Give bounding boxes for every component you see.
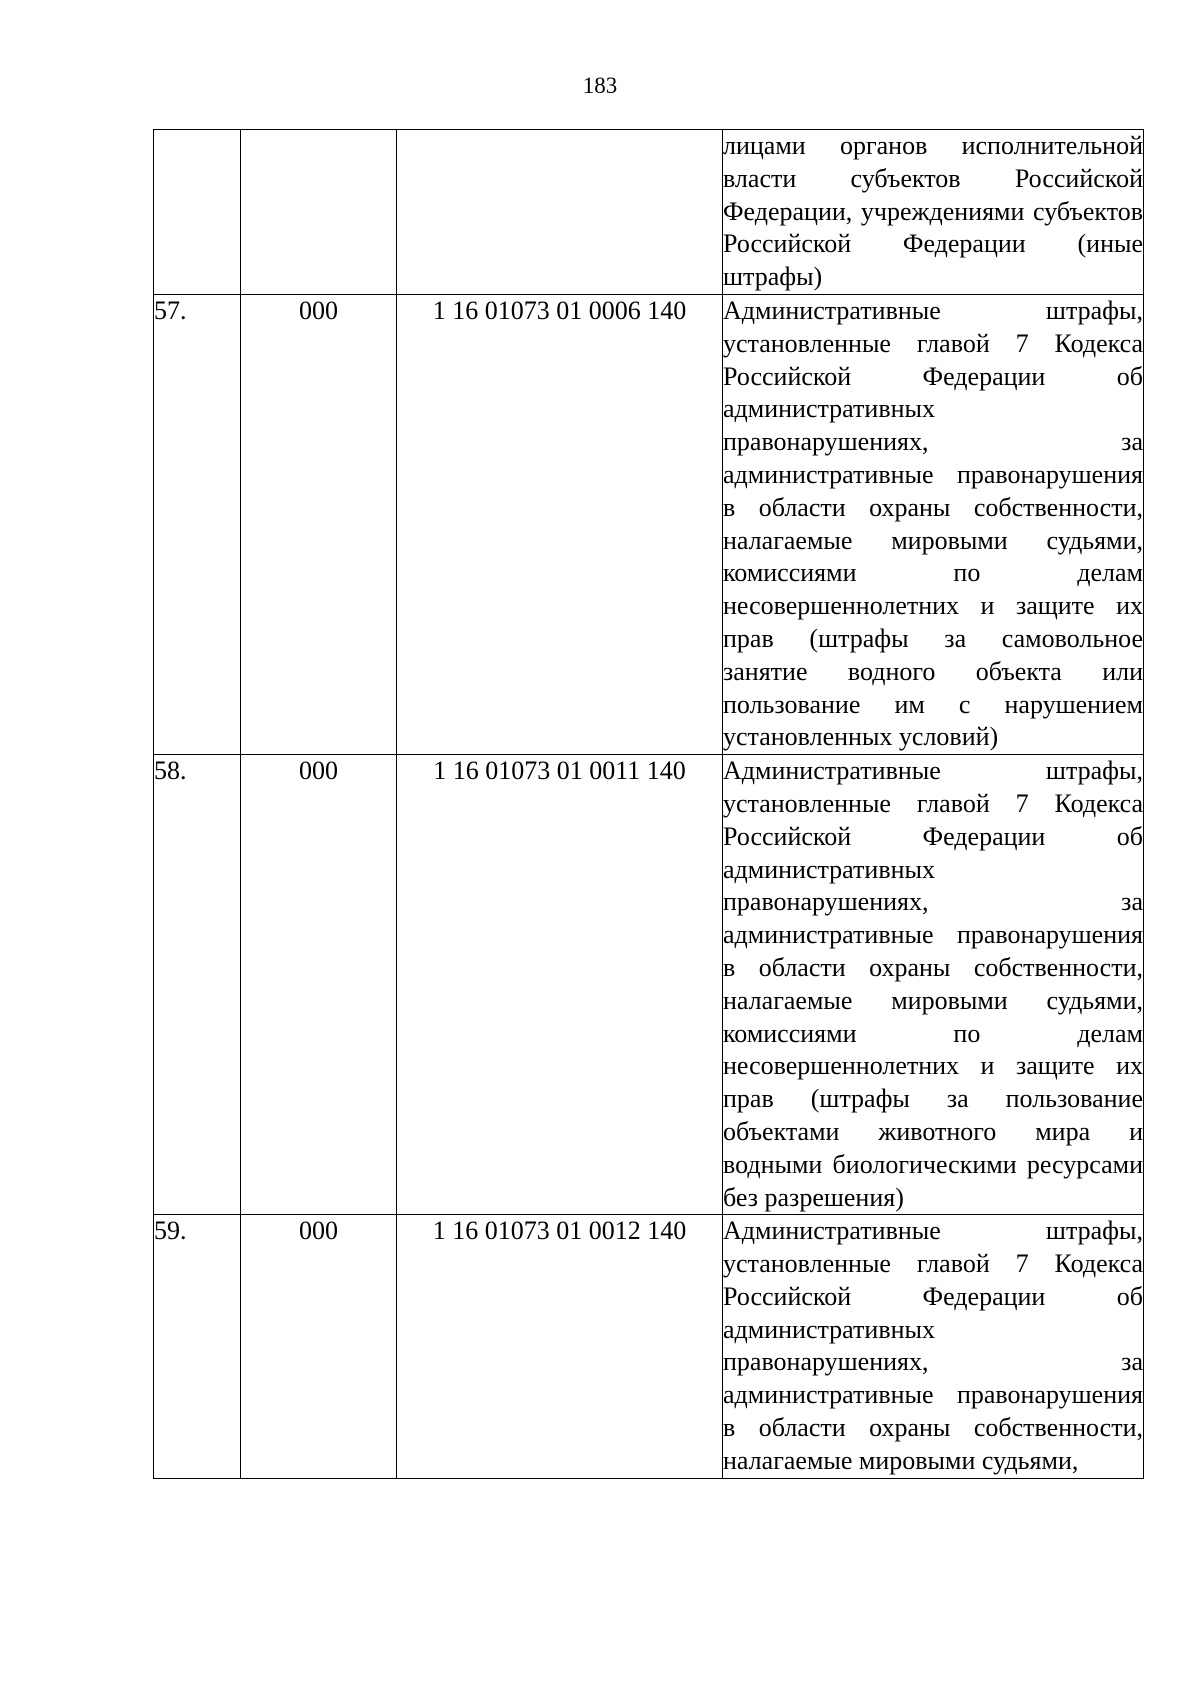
- budget-codes-table: [153, 129, 1144, 1479]
- kbk-code: [397, 130, 723, 295]
- description-text: Административные штрафы, установленные главой 7 Кодекса Российской Федерации об административных правонарушениях, за административные правонарушения в области охраны собственности, налагаемые мировыми судьями, комиссиями по делам несовершеннолетних и защите их прав (штрафы за пользование объектами животного мира и водными биологическими ресурсами без разрешения): [723, 756, 1143, 1212]
- admin-code: 000: [241, 294, 397, 754]
- kbk-code: 1 16 01073 01 0011 140: [397, 755, 723, 1215]
- kbk-code: 1 16 01073 01 0012 140: [397, 1215, 723, 1478]
- description-text: Административные штрафы, установленные главой 7 Кодекса Российской Федерации об административных правонарушениях, за административные правонарушения в области охраны собственности, налагаемые мировыми судьями,: [723, 1216, 1143, 1475]
- description-cell: [723, 1215, 1144, 1478]
- description-text: лицами органов исполнительной власти субъектов Российской Федерации, учреждениями субъектов Российской Федерации (иные штрафы): [723, 131, 1143, 292]
- row-number: [154, 130, 241, 295]
- row-number: 59.: [154, 1215, 241, 1478]
- table-row: [154, 130, 1144, 295]
- description-text: Административные штрафы, установленные главой 7 Кодекса Российской Федерации об административных правонарушениях, за административные правонарушения в области охраны собственности, налагаемые мировыми судьями, комиссиями по делам несовершеннолетних и защите их прав (штрафы за самовольное занятие водного объекта или пользование им с нарушением установленных условий): [723, 295, 1143, 752]
- page-number: 183: [582, 73, 618, 98]
- description-cell: [723, 755, 1144, 1215]
- kbk-code: 1 16 01073 01 0006 140: [397, 294, 723, 754]
- row-number: 58.: [154, 755, 241, 1215]
- table-row: [154, 1215, 1144, 1478]
- table-row: [154, 294, 1144, 754]
- admin-code: 000: [241, 1215, 397, 1478]
- description-cell: [723, 130, 1144, 295]
- admin-code: 000: [241, 755, 397, 1215]
- row-number: 57.: [154, 294, 241, 754]
- admin-code: [241, 130, 397, 295]
- description-cell: [723, 294, 1144, 754]
- table-row: [154, 755, 1144, 1215]
